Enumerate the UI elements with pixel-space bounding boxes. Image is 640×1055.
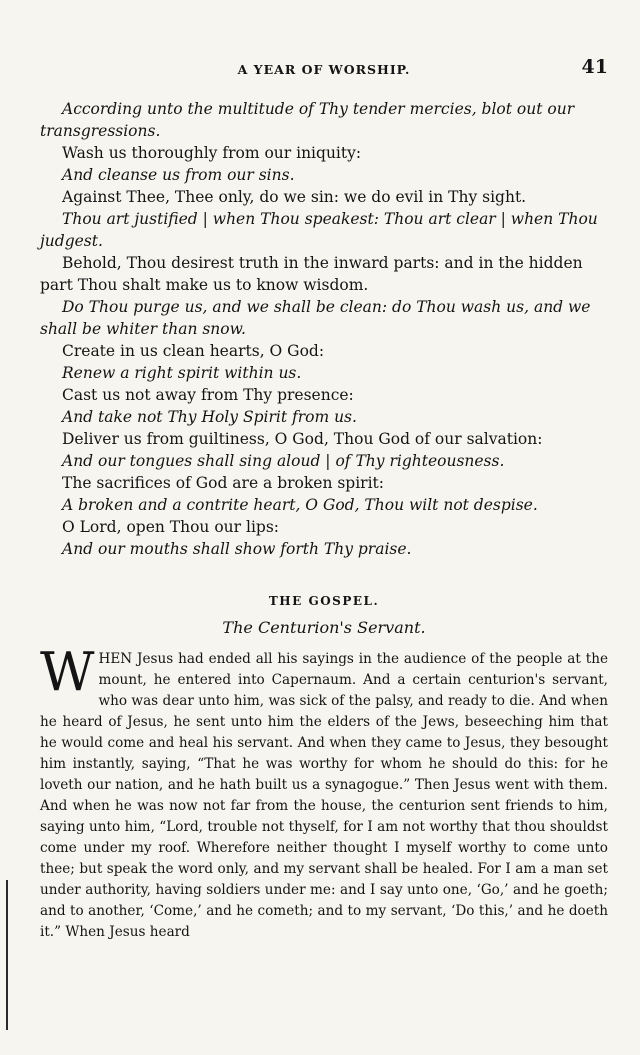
drop-cap: W (40, 642, 95, 703)
psalm-responsive-reading (40, 98, 608, 560)
gospel-heading: THE GOSPEL. (268, 594, 380, 608)
psalm-verse: Against Thee, Thee only, do we sin: we do evil in Thy sight. (62, 188, 527, 206)
page (40, 56, 608, 943)
psalm-verse: Behold, Thou desirest truth in the inward parts: and in the hidden part Thou shalt make us to know wisdom. (40, 254, 583, 294)
psalm-verse: A broken and a contrite heart, O God, Thou wilt not despise. (62, 496, 538, 514)
psalm-verse: According unto the multitude of Thy tender mercies, blot out our transgressions. (40, 100, 575, 140)
psalm-verse: Renew a right spirit within us. (62, 364, 302, 382)
psalm-verse: And our mouths shall show forth Thy praise. (62, 540, 412, 558)
gospel-subheading: The Centurion's Servant. (222, 618, 426, 637)
psalm-verse: And cleanse us from our sins. (62, 166, 295, 184)
psalm-verse: Deliver us from guiltiness, O God, Thou God of our salvation: (62, 430, 543, 448)
psalm-verse: Do Thou purge us, and we shall be clean: do Thou wash us, and we shall be whiter than snow. (40, 298, 591, 338)
running-head (40, 56, 608, 80)
running-title: A YEAR OF WORSHIP. (237, 62, 411, 77)
psalm-verse: Thou art justified | when Thou speakest: Thou art clear | when Thou judgest. (40, 210, 598, 250)
gospel-body-text: HEN Jesus had ended all his sayings in the audience of the people at the mount, he entered into Capernaum. And a certain centurion's servant, who was dear unto him, was sick of the palsy, and ready to die. And when he heard of Jesus, he sent unto him the elders of the Jews, beseeching him that he would come and heal his servant. And when they came to Jesus, they besought him instantly, saying, “That he was worthy for whom he should do this: for he loveth our nation, and he hath built us a synagogue.” Then Jesus went with them. And when he was now not far from the house, the centurion sent friends to him, saying unto him, “Lord, trouble not thyself, for I am not worthy that thou shouldst come under my roof. Wherefore neither thought I myself worthy to come unto thee; but speak the word only, and my servant shall be healed. For I am a man set under authority, having soldiers under me: and I say unto one, ‘Go,’ and he goeth; and to another, ‘Come,’ and he cometh; and to my servant, ‘Do this,’ and he doeth it.” When Jesus heard (40, 651, 608, 940)
psalm-verse: Create in us clean hearts, O God: (62, 342, 325, 360)
page-number: 41 (581, 56, 608, 78)
psalm-verse: And take not Thy Holy Spirit from us. (62, 408, 357, 426)
psalm-verse: Cast us not away from Thy presence: (62, 386, 354, 404)
psalm-verse: Wash us thoroughly from our iniquity: (62, 144, 362, 162)
gospel-text (40, 642, 608, 943)
psalm-verse: And our tongues shall sing aloud | of Thy righteousness. (62, 452, 505, 470)
psalm-verse: The sacrifices of God are a broken spirit: (62, 474, 385, 492)
psalm-verse: O Lord, open Thou our lips: (62, 518, 280, 536)
margin-rule (6, 880, 8, 1030)
